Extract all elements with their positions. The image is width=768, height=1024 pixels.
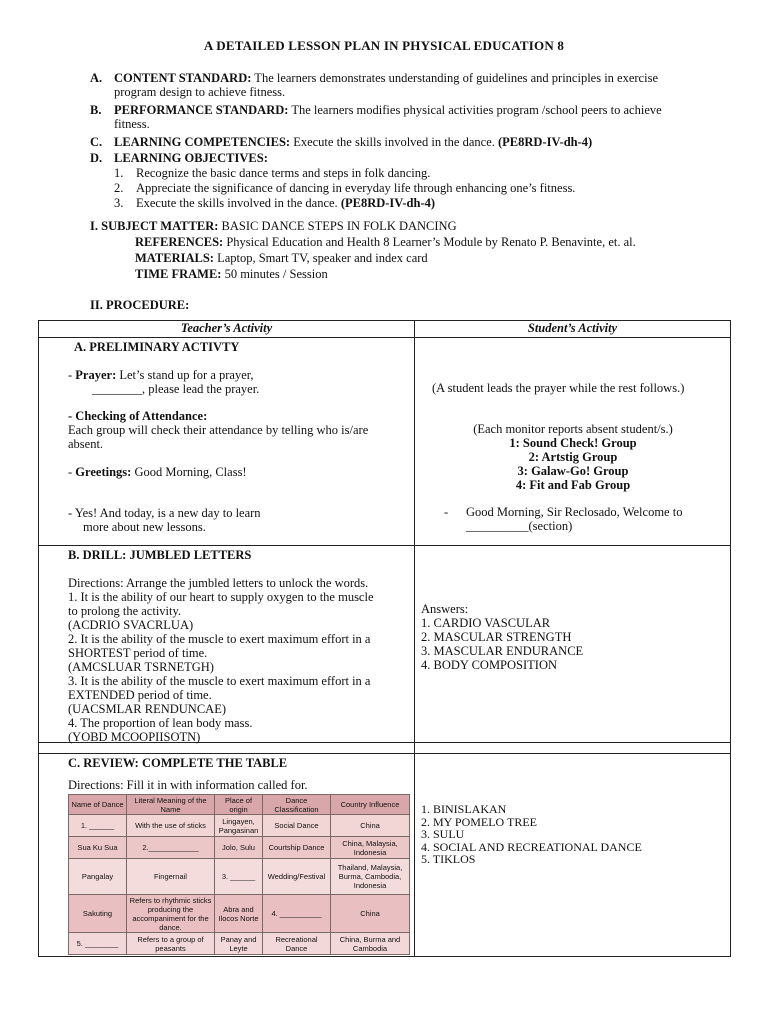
dance-table-row: Sua Ku Sua 2.____________ Jolo, Sulu Courtship Dance China, Malaysia, Indonesia: [69, 837, 410, 859]
content-standard: [90, 71, 755, 99]
materials: [135, 251, 428, 265]
content-standard-head: CONTENT STANDARD:: [114, 71, 252, 85]
dance-table-row: 1. ______ With the use of sticks Lingayen, Pangasinan Social Dance China: [69, 815, 410, 837]
dance-info-table: [68, 794, 410, 955]
page-title: A DETAILED LESSON PLAN IN PHYSICAL EDUCATION 8: [203, 38, 565, 53]
subject-matter-head: I. SUBJECT MATTER:: [90, 219, 219, 233]
preliminary-row: [39, 338, 731, 546]
learning-competencies-text: Execute the skills involved in the dance.: [290, 135, 498, 149]
attendance-text: Each group will check their attendance by telling who is/are: [68, 423, 369, 437]
dance-table-row: 5. ________ Refers to a group of peasants Panay and Leyte Recreational Dance China, Burma and Cambodia: [69, 933, 410, 955]
subject-matter: [90, 219, 457, 233]
student-greeting-dash: -: [444, 505, 449, 519]
performance-standard-label: B.: [90, 103, 102, 117]
review-directions: Directions: Fill it in with information called for.: [68, 778, 308, 792]
time-frame-text: 50 minutes / Session: [221, 267, 328, 281]
student-greeting-2: __________(section): [466, 519, 573, 533]
answer-item: 2. MASCULAR STRENGTH: [421, 630, 572, 644]
answer-item: 5. TIKLOS: [421, 852, 476, 866]
learning-competencies: [90, 135, 755, 149]
objective-item: 3. Execute the skills involved in the dance. (PE8RD-IV-dh-4): [114, 196, 436, 210]
content-standard-label: A.: [90, 71, 103, 85]
materials-head: MATERIALS:: [135, 251, 214, 265]
new-day-line: - Yes! And today, is a new day to learn: [68, 506, 261, 520]
answer-item: 1. CARDIO VASCULAR: [421, 616, 551, 630]
dance-table-header: Name of Dance Literal Meaning of the Name Place of origin Dance Classification Country Influence: [69, 795, 410, 815]
dance-table-row: Pangalay Fingernail 3. ______ Wedding/Festival Thailand, Malaysia, Burma, Cambodia, Indonesia: [69, 859, 410, 895]
group-name: 4: Fit and Fab Group: [515, 478, 631, 492]
answer-item: 4. SOCIAL AND RECREATIONAL DANCE: [421, 839, 642, 854]
student-monitor-response: (Each monitor reports absent student/s.): [473, 422, 673, 436]
answer-item: 1. BINISLAKAN: [421, 802, 507, 816]
learning-competencies-code: (PE8RD-IV-dh-4): [498, 135, 593, 149]
preliminary-heading: A. PRELIMINARY ACTIVTY: [74, 340, 240, 354]
attendance-heading: - Checking of Attendance:: [68, 409, 208, 423]
teacher-activity-header: Teacher’s Activity: [39, 321, 415, 338]
drill-questions: Directions: Arrange the jumbled letters to unlock the words. 1. It is the ability of our heart to supply oxygen to the muscle to prolong the activity. (ACDRIO SVACRLUA) 2. It is the ability of the muscle to exert maximum effort in a SHORTEST period of time. (AMCSLUAR TSRNETGH) 3. It is the ability of the muscle to exert maximum effort in a EXTENDED period of time. (UACSMLAR RENDUNCAE) 4. The proportion of lean body mass. (YOBD MCOOPIISOTN): [68, 576, 374, 744]
procedure-table-header: [39, 321, 731, 338]
learning-competencies-head: LEARNING COMPETENCIES:: [114, 135, 291, 149]
answer-item: 4. BODY COMPOSITION: [421, 658, 558, 672]
new-day-line-2: more about new lessons.: [83, 520, 206, 534]
performance-standard: [90, 103, 755, 131]
performance-standard-head: PERFORMANCE STANDARD:: [114, 103, 289, 117]
references: [135, 235, 636, 249]
review-row: [39, 754, 731, 957]
answers-heading: Answers:: [421, 602, 469, 616]
learning-objectives-label: D.: [90, 151, 103, 165]
learning-competencies-label: C.: [90, 135, 103, 149]
objective-item: 2. Appreciate the significance of dancing in everyday life through enhancing one’s fitness.: [114, 181, 576, 195]
prayer-line-2: ________, please lead the prayer.: [92, 382, 260, 396]
drill-row: [39, 546, 731, 743]
performance-standard-text-2: fitness.: [114, 117, 150, 131]
group-name: 1: Sound Check! Group: [509, 436, 637, 450]
learning-objectives: [90, 151, 755, 165]
learning-objectives-head: LEARNING OBJECTIVES:: [114, 151, 268, 165]
answer-item: 3. SULU: [421, 827, 465, 841]
attendance-text-2: absent.: [68, 437, 104, 451]
drill-heading: B. DRILL: JUMBLED LETTERS: [68, 548, 252, 562]
student-prayer-response: (A student leads the prayer while the rest follows.): [432, 381, 685, 395]
answer-item: 2. MY POMELO TREE: [421, 814, 538, 829]
spacer-row: [39, 743, 731, 754]
student-greeting: Good Morning, Sir Reclosado, Welcome to: [466, 505, 683, 519]
group-name: 3: Galaw-Go! Group: [517, 464, 629, 478]
references-text: Physical Education and Health 8 Learner’s Module by Renato P. Benavinte, et. al.: [223, 235, 636, 249]
review-heading: C. REVIEW: COMPLETE THE TABLE: [68, 756, 288, 770]
prayer-line: - Prayer: Let’s stand up for a prayer,: [68, 368, 254, 382]
references-head: REFERENCES:: [135, 235, 224, 249]
answer-item: 3. MASCULAR ENDURANCE: [421, 644, 584, 658]
group-name: 2: Artstig Group: [528, 450, 618, 464]
materials-text: Laptop, Smart TV, speaker and index card: [213, 251, 428, 265]
content-standard-text-2: program design to achieve fitness.: [114, 85, 286, 99]
subject-matter-text: BASIC DANCE STEPS IN FOLK DANCING: [218, 219, 457, 233]
review-answers: [421, 803, 642, 866]
time-frame-head: TIME FRAME:: [135, 267, 222, 281]
greetings-line: - Greetings: Good Morning, Class!: [68, 465, 247, 479]
performance-standard-text: The learners modifies physical activities program /school peers to achieve: [288, 103, 662, 117]
time-frame: [135, 267, 328, 281]
procedure-heading: II. PROCEDURE:: [90, 298, 190, 312]
procedure-table: [38, 320, 731, 957]
drill-answers: [421, 602, 583, 672]
student-activity-header: Student’s Activity: [415, 321, 731, 338]
dance-table-row: Sakuting Refers to rhythmic sticks producing the accompaniment for the dance. Abra and Ilocos Norte 4. __________ China: [69, 895, 410, 933]
content-standard-text: The learners demonstrates understanding of guidelines and principles in exercise: [251, 71, 658, 85]
objective-item: 1. Recognize the basic dance terms and steps in folk dancing.: [114, 166, 431, 180]
